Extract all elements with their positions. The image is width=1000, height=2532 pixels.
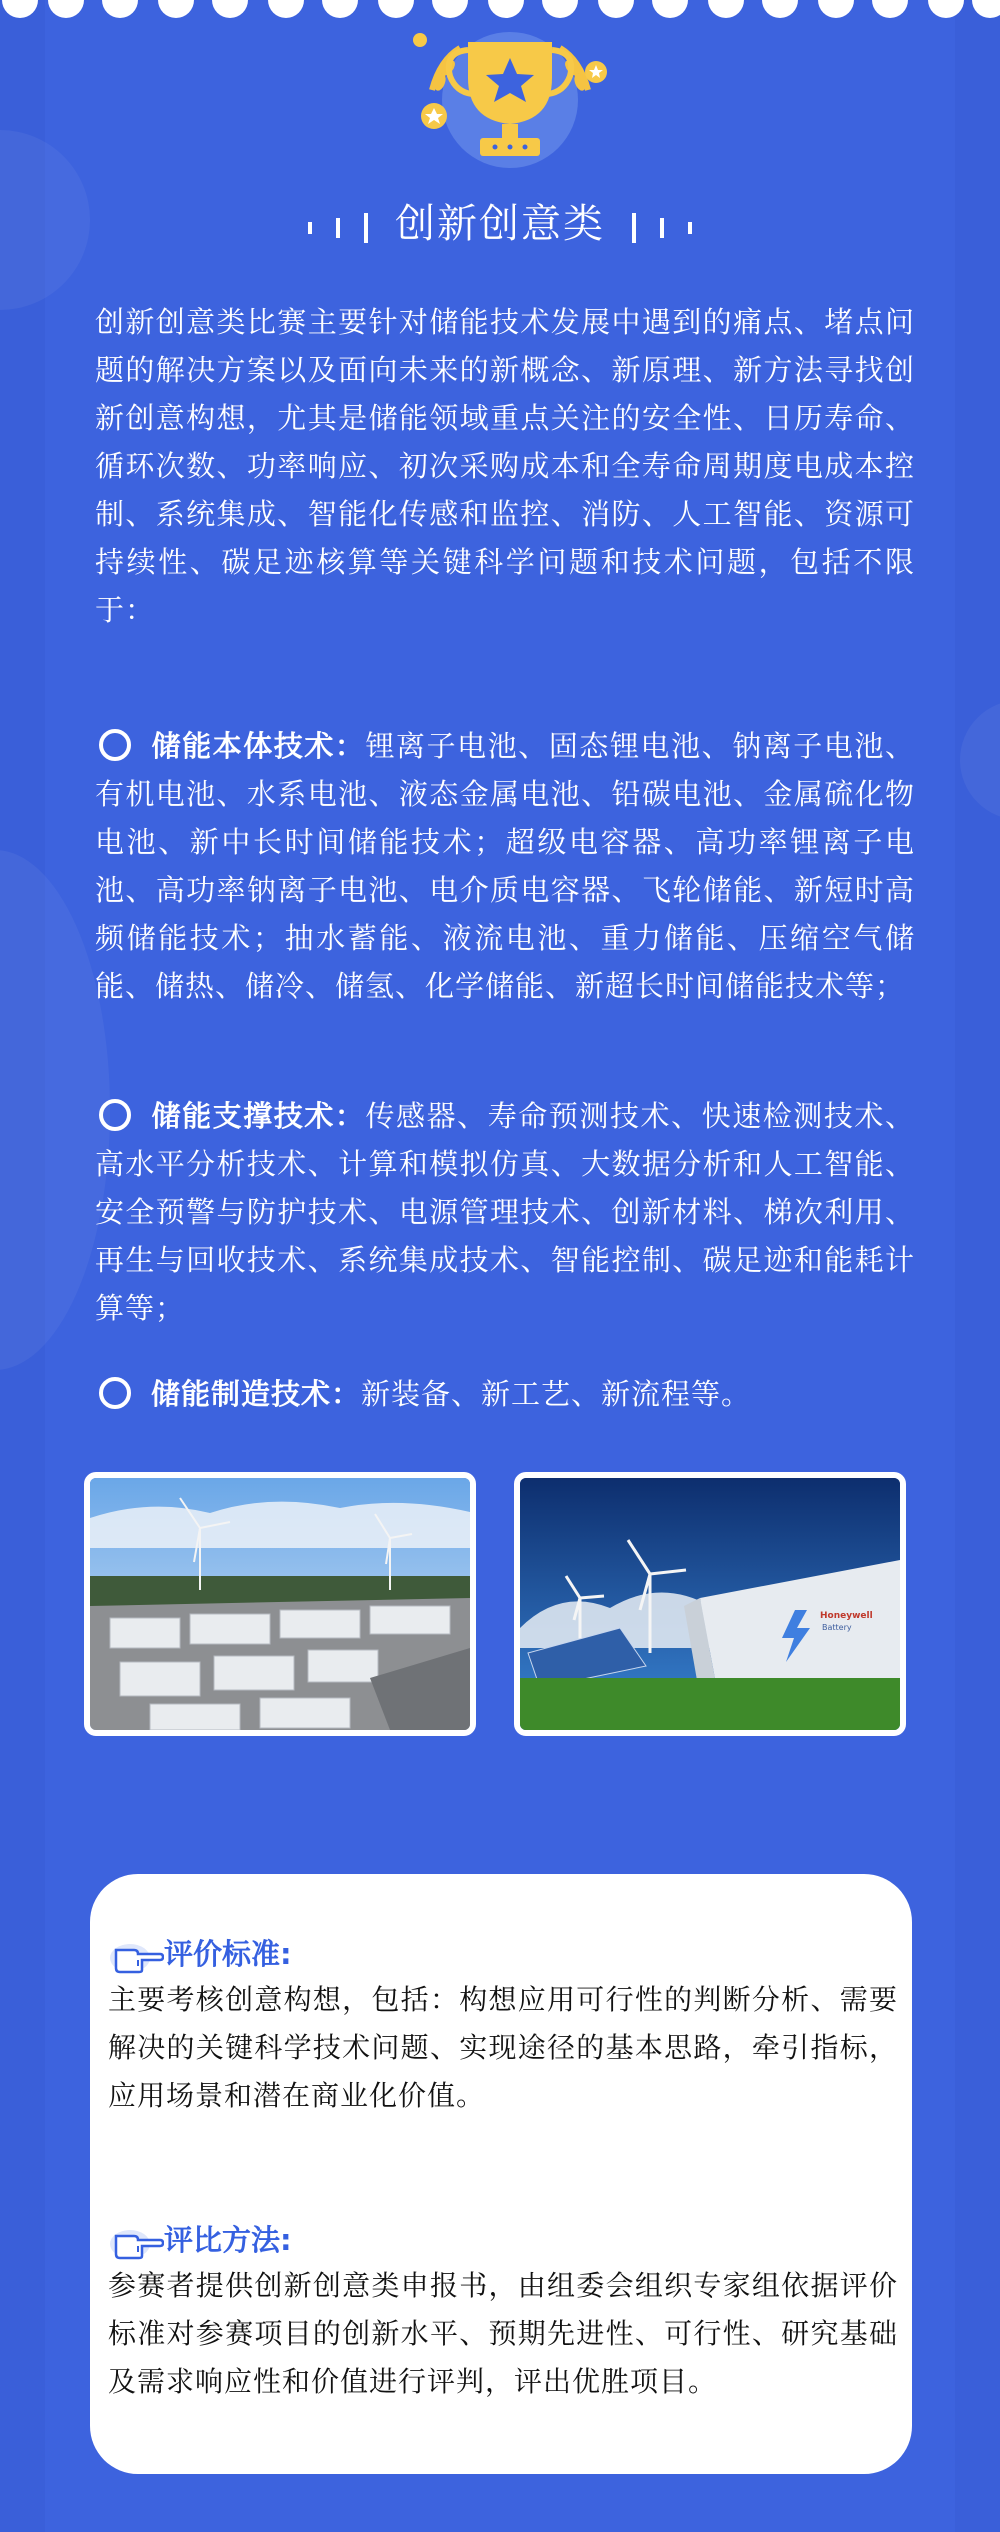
list-item-body: 锂离子电池、固态锂电池、钠离子电池、有机电池、水系电池、液态金属电池、铅碳电池、金属硫化物电池、新中长时间储能技术；超级电容器、高功率锂离子电池、高功率钠离子电池、电介质电容器、飞轮储能、新短时高频储能技术；抽水蓄能、液流电池、重力储能、压缩空气储能、储热、储冷、储氢、化学储能、新超长时间储能技术等； bbox=[95, 729, 915, 1003]
evaluation-card bbox=[90, 1874, 912, 2474]
circle-bullet-icon bbox=[99, 1099, 131, 1131]
scallop-dot bbox=[542, 0, 578, 18]
scallop-dot bbox=[762, 0, 798, 18]
list-item-body: 新装备、新工艺、新流程等。 bbox=[361, 1377, 752, 1411]
scallop-dot bbox=[2, 0, 38, 18]
pointing-hand-icon bbox=[108, 2222, 164, 2262]
list-item-storage-manufacturing-tech bbox=[95, 1370, 915, 1418]
list-item-storage-support-tech bbox=[95, 1092, 915, 1332]
photo-energy-storage-station bbox=[84, 1472, 476, 1736]
scallop-dot bbox=[378, 0, 414, 18]
scallop-dot bbox=[268, 0, 304, 18]
circle-bullet-icon bbox=[99, 729, 131, 761]
scallop-dot bbox=[872, 0, 908, 18]
criteria-heading bbox=[108, 1934, 292, 1974]
scallop-dot bbox=[102, 0, 138, 18]
photo-battery-container-windfarm bbox=[514, 1472, 906, 1736]
scallop-dot bbox=[48, 0, 84, 18]
intro-paragraph: 创新创意类比赛主要针对储能技术发展中遇到的痛点、堵点问题的解决方案以及面向未来的新概念、新原理、新方法寻找创新创意构想，尤其是储能领域重点关注的安全性、日历寿命、循环次数、功率响应、初次采购成本和全寿命周期度电成本控制、系统集成、智能化传感和监控、消防、人工智能、资源可持续性、碳足迹核算等关键科学问题和技术问题，包括不限于： bbox=[95, 305, 915, 627]
list-item-heading: 储能本体技术： bbox=[151, 729, 366, 763]
trophy-icon bbox=[410, 20, 610, 170]
list-item-storage-body-tech bbox=[95, 722, 915, 1010]
method-heading bbox=[108, 2220, 292, 2260]
title-decoration-left bbox=[296, 198, 380, 254]
scallop-dot bbox=[598, 0, 634, 18]
photo-label-honeywell: Honeywell bbox=[820, 1611, 873, 1621]
photo-label-battery: Battery bbox=[822, 1623, 852, 1632]
scallop-dot bbox=[652, 0, 688, 18]
top-scallop-border bbox=[0, 0, 1000, 22]
criteria-text: 主要考核创意构想，包括：构想应用可行性的判断分析、需要解决的关键科学技术问题、实现途径的基本思路，牵引指标，应用场景和潜在商业化价值。 bbox=[108, 1983, 898, 2112]
scallop-dot bbox=[322, 0, 358, 18]
section-title bbox=[0, 196, 1000, 254]
criteria-label: 评价标准: bbox=[164, 1937, 292, 1971]
method-label: 评比方法: bbox=[164, 2223, 292, 2257]
scallop-dot bbox=[158, 0, 194, 18]
method-text: 参赛者提供创新创意类申报书，由组委会组织专家组依据评价标准对参赛项目的创新水平、预期先进性、可行性、研究基础及需求响应性和价值进行评判，评出优胜项目。 bbox=[108, 2269, 898, 2398]
list-item-heading: 储能支撑技术： bbox=[151, 1099, 366, 1133]
scallop-dot bbox=[708, 0, 744, 18]
scallop-dot bbox=[432, 0, 468, 18]
circle-bullet-icon bbox=[99, 1377, 131, 1409]
scallop-dot bbox=[488, 0, 524, 18]
scallop-dot bbox=[972, 0, 1000, 18]
list-item-heading: 储能制造技术： bbox=[151, 1377, 362, 1411]
decorative-circle-right bbox=[960, 700, 1000, 820]
scallop-dot bbox=[818, 0, 854, 18]
scallop-dot bbox=[212, 0, 248, 18]
scallop-dot bbox=[928, 0, 964, 18]
section-title-text: 创新创意类 bbox=[395, 201, 605, 247]
title-decoration-right bbox=[620, 198, 704, 254]
pointing-hand-icon bbox=[108, 1936, 164, 1976]
list-item-body: 传感器、寿命预测技术、快速检测技术、高水平分析技术、计算和模拟仿真、大数据分析和人工智能、安全预警与防护技术、电源管理技术、创新材料、梯次利用、再生与回收技术、系统集成技术、智能控制、碳足迹和能耗计算等； bbox=[95, 1099, 915, 1325]
